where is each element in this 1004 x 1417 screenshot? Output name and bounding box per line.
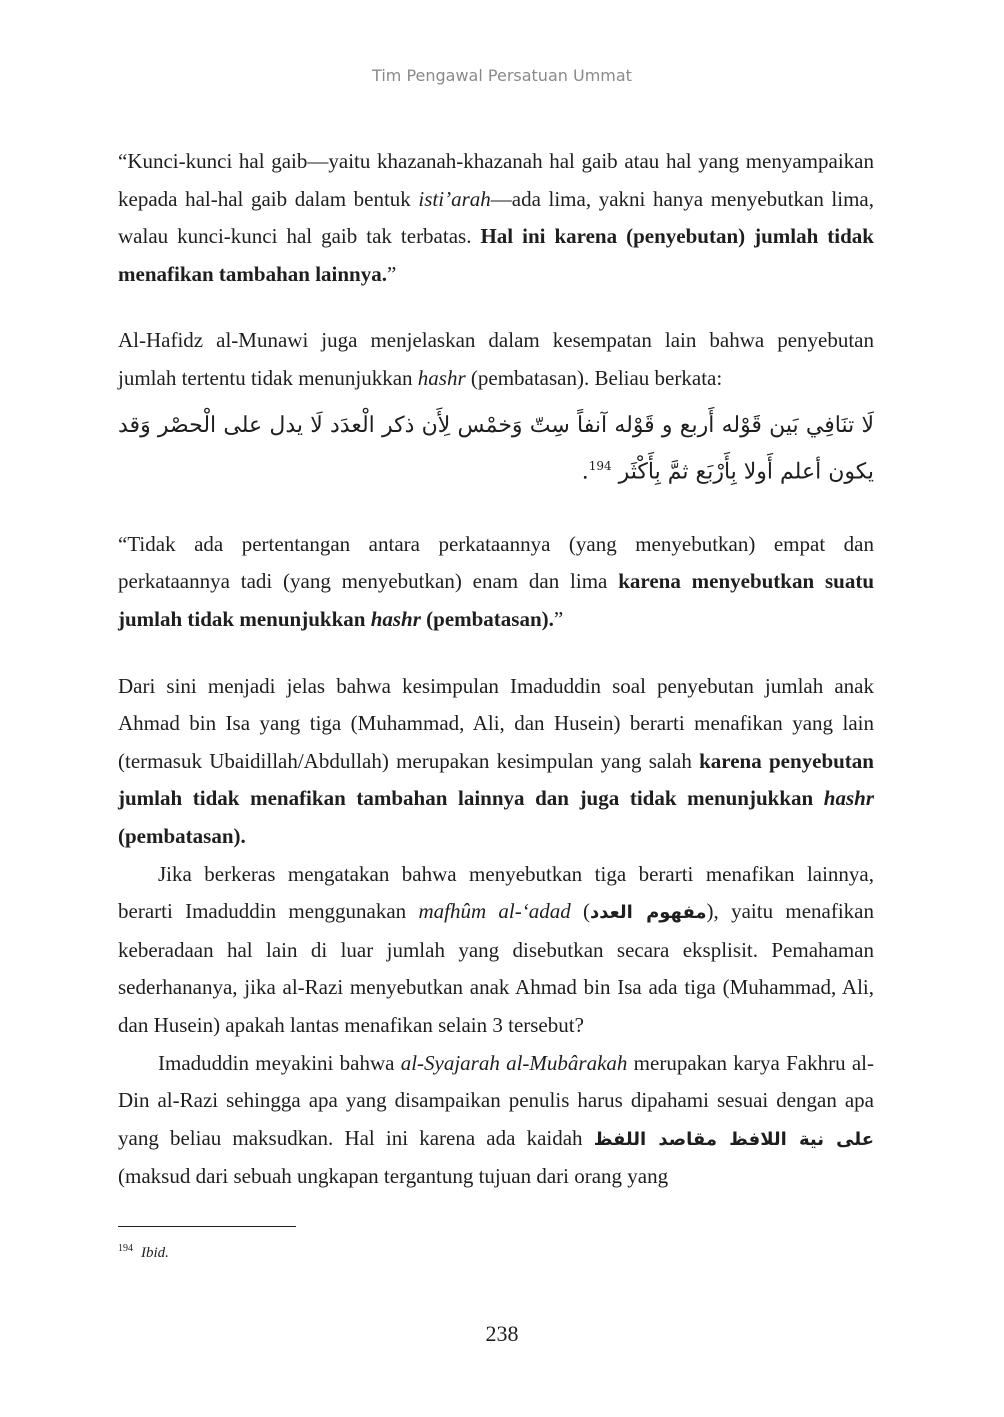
bold-text: (pembatasan). <box>118 824 246 849</box>
footnote-area <box>118 1196 874 1263</box>
text: merupakan karya Fakhru al-Din al-Razi sehingga apa yang disampaikan penulis harus dipahami sesuai dengan apa yang beliau maksudkan. Hal ini karena ada kaidah <box>118 1050 874 1150</box>
footnote-number: 194 <box>118 1242 133 1254</box>
paragraph-2 <box>118 322 874 397</box>
arabic-term: على نية اللافظ مقاصد اللفظ <box>593 1128 874 1150</box>
text-column <box>118 143 874 1263</box>
text: “Tidak ada pertentangan antara perkataannya (yang menyebutkan) empat dan perkataannya tadi (yang menyebutkan) enam dan lima <box>118 531 874 594</box>
text: (pembatasan). Beliau berkata: <box>465 365 723 390</box>
footnote-text: Ibid. <box>141 1244 169 1261</box>
italic-term: mafhûm al-‘adad <box>418 899 571 924</box>
bold-text: Hal ini karena (penyebutan) jumlah tidak menafikan tambahan lainnya. <box>118 224 874 286</box>
italic-term: al-Syajarah al-Mubârakah <box>400 1050 628 1075</box>
footnote-ref[interactable]: 194 <box>588 458 612 473</box>
arabic-quote <box>118 406 874 492</box>
text: ” <box>386 261 397 286</box>
text: Imaduddin meyakini bahwa <box>158 1050 401 1075</box>
bold-text: (pembatasan). <box>420 607 554 632</box>
paragraph-5 <box>118 856 874 1045</box>
footnote <box>118 1239 874 1263</box>
bold-text: karena penyebutan jumlah tidak menafikan tambahan lainnya dan juga tidak menunjukkan <box>118 748 874 811</box>
italic-term: hashr <box>417 365 466 390</box>
arabic-term: مفهوم العدد <box>590 902 707 924</box>
page-number: 238 <box>485 1320 519 1346</box>
footnote-divider <box>118 1226 296 1227</box>
text: Dari sini menjadi jelas bahwa kesimpulan Imaduddin soal penyebutan jumlah anak Ahmad bin Isa yang tiga (Muhammad, Ali, dan Husein) berarti menafikan yang lain (termasuk Ubaidillah/Abdullah) merupakan kesimpulan yang salah <box>118 673 874 773</box>
bold-text: karena menyebutkan suatu jumlah tidak menunjukkan <box>118 569 875 632</box>
text: ), yaitu menafikan keberadaan hal lain di luar jumlah yang disebutkan secara eksplisit. Pemahaman sederhananya, jika al-Razi menyebutkan anak Ahmad bin Isa ada tiga (Muhammad, Ali, dan Husein) apakah lantas menafikan selain 3 tersebut? <box>118 899 874 1038</box>
translation-paragraph <box>118 526 874 639</box>
running-header: Tim Pengawal Persatuan Ummat <box>372 66 632 85</box>
arabic-text: لَا تنَافِي بَين قَوْله أَربع و قَوْله آنفاً سِتّ وَخمْس لِأَن ذكر الْعدَد لَا يدل على الْحصْر وَقد يكون أعلم أَولا بِأَرْبَع ثمَّ بِأَكْثَر <box>118 412 874 484</box>
text: ( <box>570 899 591 924</box>
italic-term: hashr <box>823 786 874 811</box>
text: (maksud dari sebuah ungkapan tergantung tujuan dari orang yang <box>118 1164 669 1189</box>
text: —ada lima, yakni hanya menyebutkan lima, walau kunci-kunci hal gaib tak terbatas. <box>118 186 875 249</box>
italic-term: isti’arah <box>418 186 491 211</box>
text: ” <box>553 607 564 632</box>
text: Jika berkeras mengatakan bahwa menyebutkan tiga berarti menafikan lainnya, berarti Imaduddin menggunakan <box>118 861 874 924</box>
text: Al-Hafidz al-Munawi juga menjelaskan dalam kesempatan lain bahwa penyebutan jumlah tertentu tidak menunjukkan <box>118 328 874 390</box>
text: “Kunci-kunci hal gaib—yaitu khazanah-khazanah hal gaib atau hal yang menyampaikan kepada hal-hal gaib dalam bentuk <box>118 149 874 211</box>
italic-term: hashr <box>370 607 421 632</box>
paragraph-4 <box>118 668 874 856</box>
text: . <box>581 458 589 484</box>
paragraph-6 <box>118 1045 874 1196</box>
quote-paragraph-1 <box>118 143 874 293</box>
